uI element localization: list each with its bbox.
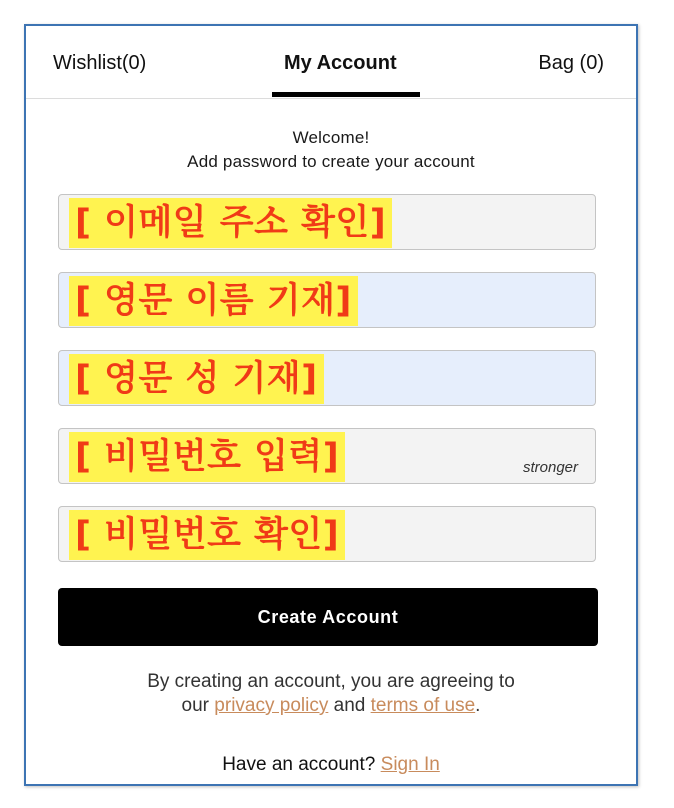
legal-text-line2 [26,695,636,717]
active-tab-indicator [272,92,420,97]
terms-of-use-link[interactable]: terms of use [370,695,476,716]
tab-wishlist[interactable]: Wishlist(0) [53,52,147,74]
password-confirm-annotation: [ 비밀번호 확인] [69,510,345,560]
create-account-button[interactable]: Create Account [58,588,598,646]
first-name-input[interactable] [59,273,595,327]
welcome-subtitle: Add password to create your account [187,152,475,171]
first-name-field[interactable] [58,272,596,328]
legal-text-line1: By creating an account, you are agreeing to [147,671,515,692]
password-confirm-input[interactable] [59,507,595,561]
password-strength-indicator: stronger [522,459,578,476]
tab-bag[interactable]: Bag (0) [538,52,604,74]
email-confirm-annotation: [ 이메일 주소 확인] [69,198,392,248]
privacy-policy-link[interactable]: privacy policy [214,695,329,716]
last-name-annotation: [ 영문 성 기재] [69,354,324,404]
password-input[interactable] [59,429,595,483]
password-annotation: [ 비밀번호 입력] [69,432,345,482]
legal-prefix: our [181,695,210,716]
first-name-annotation: [ 영문 이름 기재] [69,276,358,326]
email-confirm-input[interactable] [59,195,595,249]
tab-my-account[interactable]: My Account [284,52,397,74]
welcome-heading: Welcome! [292,128,370,147]
tab-bar [26,26,636,99]
sign-in-link[interactable]: Sign In [380,754,440,775]
password-field[interactable] [58,428,596,484]
legal-and: and [333,695,366,716]
account-panel [24,24,638,786]
email-confirm-field[interactable] [58,194,596,250]
signin-prompt [26,754,636,776]
password-confirm-field[interactable] [58,506,596,562]
signin-text: Have an account? [222,754,376,775]
last-name-input[interactable] [59,351,595,405]
last-name-field[interactable] [58,350,596,406]
legal-suffix: . [475,695,481,716]
